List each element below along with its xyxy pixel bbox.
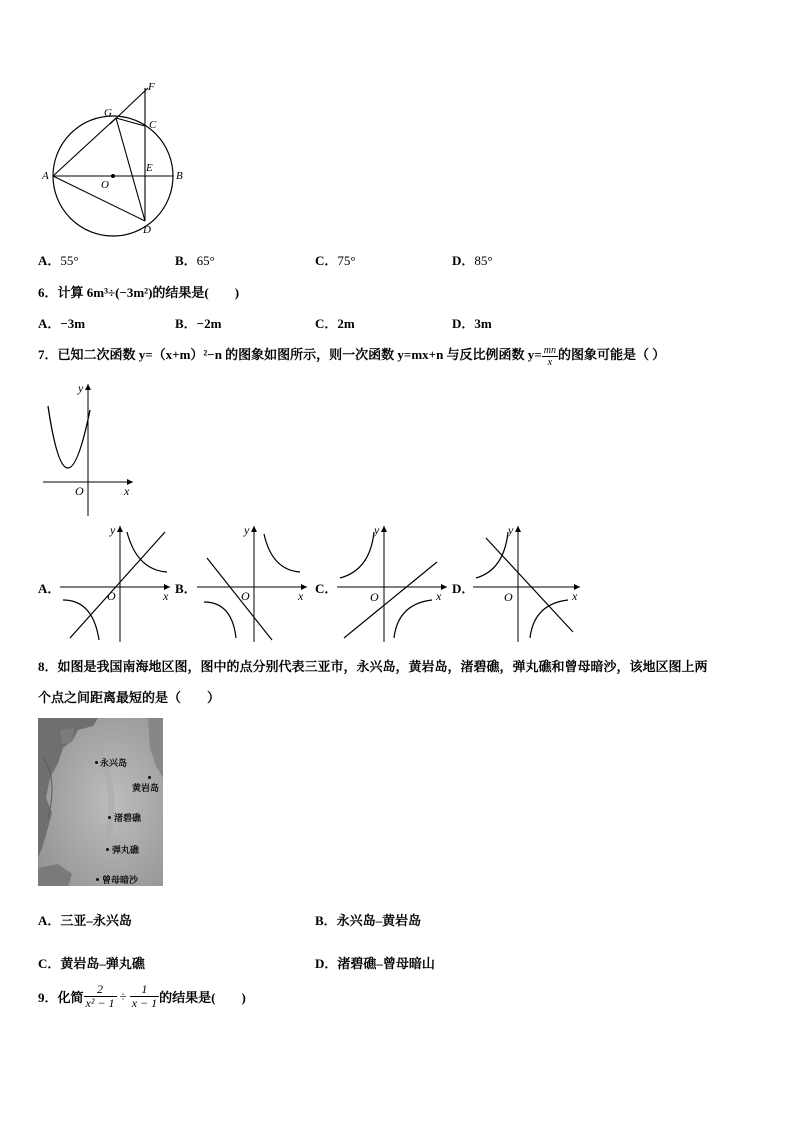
q7-fraction: $\frac{mn}{x}$ [543,344,556,368]
q7-stem: 7．已知二次函数 y=（x+m）²−n 的图象如图所示，则一次函数 y=mx+n 与反比例函数 y= $\frac{mn}{x}$ 的图象可能是（ ） [38,344,666,368]
q7-x-label: x [124,484,130,498]
opt-c-y-label: y [374,523,380,537]
dot-zengmu [96,878,99,881]
map-label-zhubi: 渚碧礁 [114,813,142,823]
map-terrain [38,718,163,886]
dot-zhubi [108,816,111,819]
q9-stem: 9．化简 $\frac{2}{\text{x² − 1}}$ ÷ $\frac{1}{x - 1}$ 的结果是( ) [38,982,246,1010]
q6-option-a[interactable]: A．−3m [38,316,86,331]
opt-a-y-label: y [110,523,116,537]
map-label-huangyan: 黄岩岛 [132,783,160,793]
q7-parabola-graph [38,378,148,518]
q5-option-a[interactable]: A．55° [38,253,79,268]
q5-option-d[interactable]: D．85° [452,253,493,268]
dot-huangyan [148,776,151,779]
label-c: C [149,119,157,131]
q7-o-label: O [75,484,84,498]
map-label-danwan: 弹丸礁 [112,845,140,855]
opt-a-y-arrow [117,526,123,532]
opt-b-hyperbola-2 [204,602,236,638]
opt-b-hyperbola-1 [264,534,300,572]
q8-option-d[interactable]: D．渚碧礁–曾母暗山 [315,956,435,971]
opt-a-x-label: x [163,589,169,603]
q6-option-b[interactable]: B．−2m [175,316,222,331]
opt-d-hyperbola-1 [476,532,508,578]
label-e: E [146,162,153,174]
opt-c-line [344,562,437,638]
q8-stem-line2: 个点之间距离最短的是（ ） [38,690,221,705]
opt-d-y-arrow [515,526,521,532]
opt-c-hyperbola-1 [340,532,374,578]
q7-option-b-letter[interactable]: B． [175,581,197,596]
south-china-sea-map [38,718,163,886]
q7-option-c-letter[interactable]: C． [315,581,338,596]
opt-a-hyperbola-2 [63,600,99,640]
q8-option-a[interactable]: A．三亚–永兴岛 [38,913,132,928]
line-ag [53,118,116,176]
opt-d-line [486,538,573,632]
q6-option-d[interactable]: D．3m [452,316,492,331]
center-dot [111,174,115,178]
line-gd [116,118,145,221]
label-f: F [148,81,155,93]
opt-c-x-label: x [436,589,442,603]
q7-option-c-graph[interactable] [332,520,452,644]
q6-stem: 6．计算 6m³÷(−3m²)的结果是( ) [38,285,240,300]
label-g: G [104,107,112,119]
opt-b-y-arrow [251,526,257,532]
opt-c-o-label: O [370,590,379,604]
q7-option-d-letter[interactable]: D． [452,581,475,596]
q8-stem-line1: 8．如图是我国南海地区图，图中的点分别代表三亚市，永兴岛，黄岩岛，渚碧礁，弹丸礁和曾母暗沙，该地区图上两 [38,659,708,674]
q5-option-b[interactable]: B．65° [175,253,215,268]
label-o: O [101,179,109,191]
opt-d-o-label: O [504,590,513,604]
label-a: A [42,170,49,182]
label-d: D [143,224,151,236]
q5-circle-figure [38,78,208,238]
q7-option-a-letter[interactable]: A． [38,581,61,596]
q9-fraction-2: $\frac{1}{x - 1}$ [131,982,158,1010]
q7-y-label: y [78,381,84,395]
q7-y-arrow [85,384,91,390]
dot-yongxing [95,761,98,764]
q5-option-c[interactable]: C．75° [315,253,356,268]
opt-c-hyperbola-2 [394,600,432,638]
opt-a-o-label: O [107,589,116,603]
q7-option-a-graph[interactable] [55,520,175,644]
opt-b-o-label: O [241,589,250,603]
opt-c-y-arrow [381,526,387,532]
opt-b-line [207,558,272,640]
q8-option-b[interactable]: B．永兴岛–黄岩岛 [315,913,422,928]
opt-b-y-label: y [244,523,250,537]
dot-danwan [106,848,109,851]
opt-d-hyperbola-2 [530,600,568,638]
map-label-zengmu: 曾母暗沙 [102,875,139,885]
opt-a-line [70,532,165,638]
q6-option-c[interactable]: C．2m [315,316,355,331]
map-label-yongxing: 永兴岛 [100,758,128,768]
q7-option-d-graph[interactable] [468,520,588,644]
q7-option-b-graph[interactable] [192,520,312,644]
q7-parabola [48,406,90,468]
opt-d-x-label: x [572,589,578,603]
q9-fraction-1: $\frac{2}{\text{x² − 1}}$ [85,982,115,1010]
opt-c-x-arrow [441,584,447,590]
opt-b-x-label: x [298,589,304,603]
opt-d-y-label: y [508,523,514,537]
label-b: B [176,170,183,182]
q8-option-c[interactable]: C．黄岩岛–弹丸礁 [38,956,145,971]
